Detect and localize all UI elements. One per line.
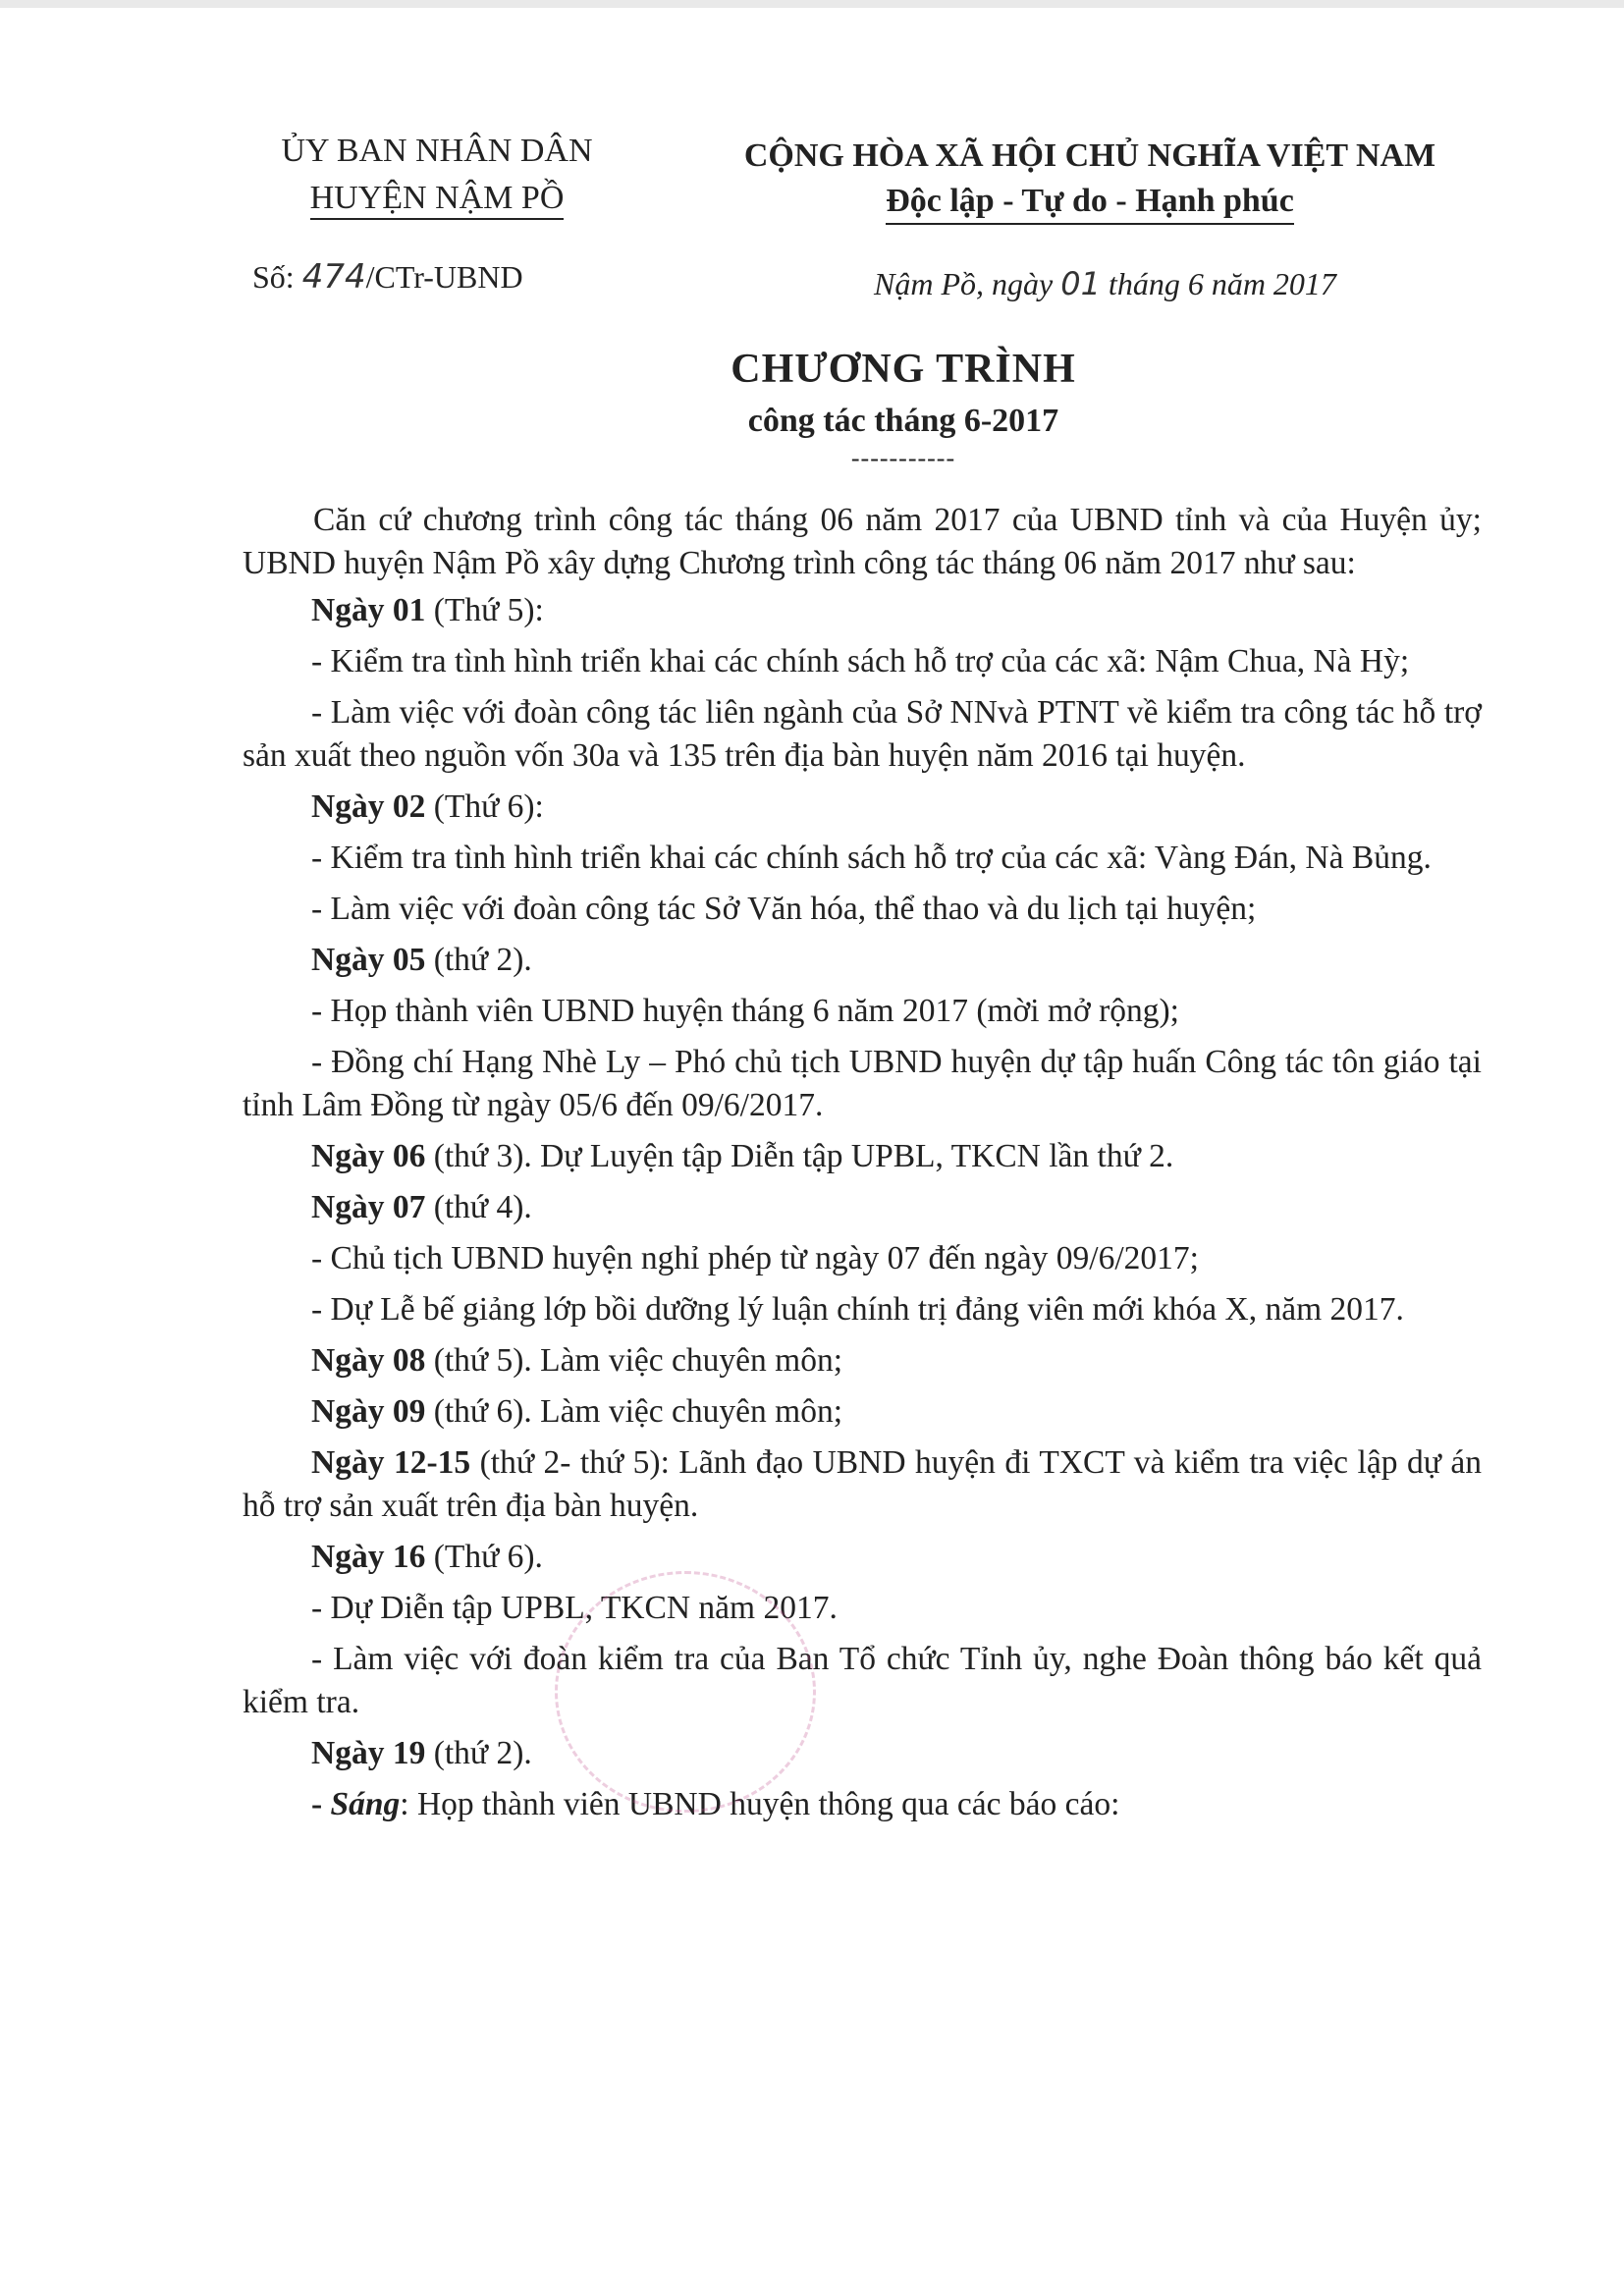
sang-label: Sáng <box>330 1786 401 1822</box>
day-note: (Thứ 6). <box>425 1539 543 1575</box>
day-label: Ngày 06 <box>311 1138 426 1174</box>
date-after: tháng 6 năm 2017 <box>1100 266 1336 301</box>
day-heading <box>243 786 1482 829</box>
date-day-handwritten: 01 <box>1060 265 1101 302</box>
list-item: - Làm việc với đoàn kiểm tra của Ban Tổ chức Tỉnh ủy, nghe Đoàn thông báo kết quả kiểm tra. <box>243 1641 1482 1720</box>
issuing-authority <box>231 128 643 222</box>
day-heading <box>243 1441 1482 1528</box>
title-divider: ----------- <box>850 444 956 472</box>
list-item: - Kiểm tra tình hình triển khai các chính sách hỗ trợ của các xã: Nậm Chua, Nà Hỳ; <box>311 643 1410 679</box>
day-heading <box>243 1339 1482 1383</box>
document-title: CHƯƠNG TRÌNH <box>731 347 1076 392</box>
number-handwritten: 474 <box>301 257 366 297</box>
day-heading <box>243 1186 1482 1229</box>
intro-paragraph: Căn cứ chương trình công tác tháng 06 năm 2017 của UBND tỉnh và của Huyện ủy; UBND huyện Nậm Pồ xây dựng Chương trình công tác tháng 06 năm 2017 như sau: <box>243 502 1482 581</box>
day-note: (thứ 2). <box>425 1735 532 1771</box>
day-label: Ngày 07 <box>311 1189 426 1225</box>
document-body <box>243 499 1482 1834</box>
day-note: (thứ 5). Làm việc chuyên môn; <box>425 1342 843 1379</box>
list-item: - Làm việc với đoàn công tác Sở Văn hóa, thể thao và du lịch tại huyện; <box>311 891 1257 927</box>
document-subtitle: công tác tháng 6-2017 <box>747 403 1059 439</box>
document-date <box>874 265 1336 302</box>
day-heading <box>243 1135 1482 1178</box>
day-heading <box>243 1732 1482 1775</box>
list-item: - Dự Diễn tập UPBL, TKCN năm 2017. <box>311 1590 838 1626</box>
day-label: Ngày 08 <box>311 1342 426 1379</box>
day-heading <box>243 1390 1482 1434</box>
list-item: - Chủ tịch UBND huyện nghỉ phép từ ngày 07 đến ngày 09/6/2017; <box>311 1240 1199 1276</box>
day-label: Ngày 01 <box>311 592 426 628</box>
sang-text: : Họp thành viên UBND huyện thông qua các báo cáo: <box>400 1786 1120 1822</box>
day-label: Ngày 02 <box>311 788 426 825</box>
day-note: (thứ 2- thứ 5): Lãnh đạo UBND huyện đi TXCT và kiểm tra việc lập dự án hỗ trợ sản xuất trên địa bàn huyện. <box>243 1444 1483 1524</box>
number-suffix: /CTr-UBND <box>365 259 523 295</box>
motto: Độc lập - Tự do - Hạnh phúc <box>886 180 1294 225</box>
day-note: (thứ 6). Làm việc chuyên môn; <box>425 1393 843 1430</box>
day-label: Ngày 05 <box>311 942 426 978</box>
day-heading <box>243 1536 1482 1579</box>
document-number <box>252 257 523 297</box>
list-item <box>243 1783 1482 1826</box>
day-label: Ngày 16 <box>311 1539 426 1575</box>
faint-stamp-mark <box>555 1571 816 1813</box>
list-item: - Kiểm tra tình hình triển khai các chính sách hỗ trợ của các xã: Vàng Đán, Nà Bủng. <box>311 840 1432 876</box>
number-prefix: Số: <box>252 259 302 295</box>
day-heading <box>243 939 1482 982</box>
day-note: (thứ 3). Dự Luyện tập Diễn tập UPBL, TKCN lần thứ 2. <box>425 1138 1174 1174</box>
authority-line-2: HUYỆN NẬM PỒ <box>310 179 565 220</box>
list-item: - Họp thành viên UBND huyện tháng 6 năm 2017 (mời mở rộng); <box>311 993 1179 1029</box>
day-note: (thứ 4). <box>425 1189 532 1225</box>
list-item: - Làm việc với đoàn công tác liên ngành của Sở NNvà PTNT về kiểm tra công tác hỗ trợ sản xuất theo nguồn vốn 30a và 135 trên địa bàn huyện năm 2016 tại huyện. <box>243 694 1482 774</box>
day-note: (thứ 2). <box>425 942 532 978</box>
day-note: (Thứ 6): <box>425 788 544 825</box>
list-item: - Đồng chí Hạng Nhè Ly – Phó chủ tịch UBND huyện dự tập huấn Công tác tôn giáo tại tỉnh Lâm Đồng từ ngày 05/6 đến 09/6/2017. <box>243 1044 1482 1123</box>
sang-dash: - <box>311 1786 331 1822</box>
day-label: Ngày 09 <box>311 1393 426 1430</box>
list-item: - Dự Lễ bế giảng lớp bồi dưỡng lý luận chính trị đảng viên mới khóa X, năm 2017. <box>311 1291 1404 1328</box>
date-before: Nậm Pồ, ngày <box>874 266 1061 301</box>
day-heading <box>243 589 1482 632</box>
national-motto <box>677 133 1502 225</box>
day-label: Ngày 19 <box>311 1735 426 1771</box>
scan-top-edge <box>0 0 1624 8</box>
day-note: (Thứ 5): <box>425 592 544 628</box>
nation-name: CỘNG HÒA XÃ HỘI CHỦ NGHĨA VIỆT NAM <box>743 137 1436 174</box>
authority-line-1: ỦY BAN NHÂN DÂN <box>281 133 593 169</box>
day-label: Ngày 12-15 <box>311 1444 471 1481</box>
